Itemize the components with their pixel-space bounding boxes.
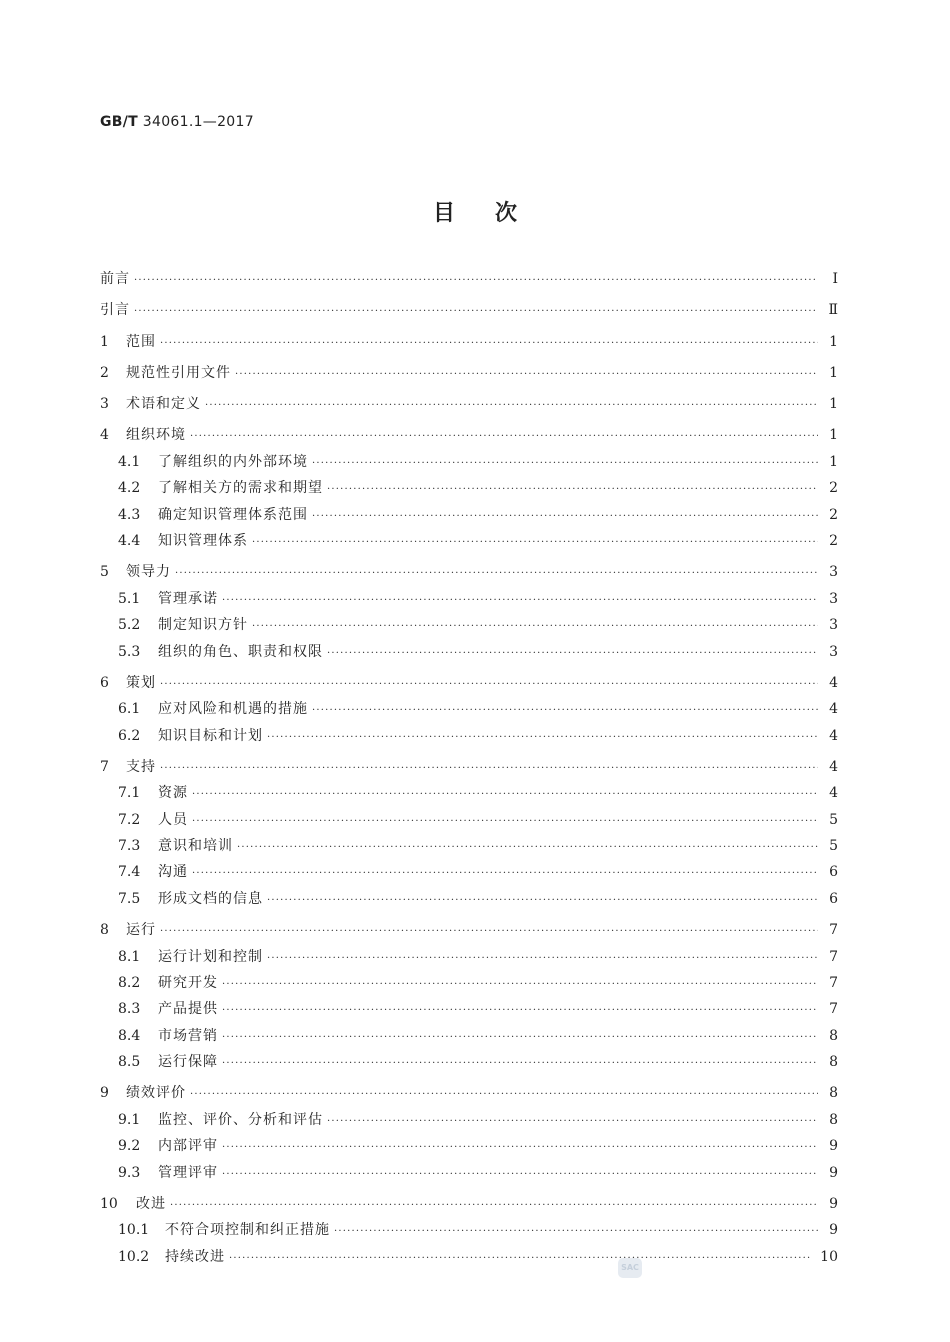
toc-entry-page: 2 xyxy=(829,533,838,550)
toc-entry-label: 监控、评价、分析和评估 xyxy=(158,1111,323,1128)
toc-entry-number: 7.5 xyxy=(118,890,141,907)
toc-entry-label: 知识管理体系 xyxy=(158,533,248,550)
toc-entry-page: 3 xyxy=(829,590,838,607)
toc-entry-page: 9 xyxy=(829,1138,838,1155)
toc-entry-page: 7 xyxy=(829,1001,838,1018)
toc-entry-label: 资源 xyxy=(158,785,188,802)
toc-entry-number: 10.1 xyxy=(118,1222,150,1239)
dot-leader xyxy=(235,366,818,384)
toc-entry-number: 4.2 xyxy=(118,480,141,497)
dot-leader xyxy=(267,729,818,747)
toc-entry-page: Ⅰ xyxy=(832,271,838,287)
toc-entry-number: 4.1 xyxy=(118,453,141,470)
toc-entry-number: 8.2 xyxy=(118,974,141,991)
toc-entry[interactable] xyxy=(100,700,838,720)
dot-leader xyxy=(312,702,818,720)
toc-entry-number: 9.3 xyxy=(118,1164,141,1181)
toc-entry[interactable] xyxy=(100,395,838,415)
toc-entry-page: 1 xyxy=(829,453,838,470)
toc-entry-number: 7 xyxy=(100,758,109,775)
toc-entry-number: 4 xyxy=(100,427,109,444)
toc-entry-page: 9 xyxy=(829,1164,838,1181)
toc-entry-label: 研究开发 xyxy=(158,974,218,991)
toc-entry-label: 术语和定义 xyxy=(126,396,201,413)
toc-entry-label: 运行计划和控制 xyxy=(158,948,263,965)
dot-leader xyxy=(222,1055,818,1073)
toc-entry[interactable] xyxy=(100,727,838,747)
toc-entry-number: 5.3 xyxy=(118,643,141,660)
toc-entry-label: 组织的角色、职责和权限 xyxy=(158,643,323,660)
toc-entry-label: 领导力 xyxy=(126,564,171,581)
toc-entry[interactable] xyxy=(100,1221,838,1241)
toc-entry-page: 7 xyxy=(829,922,838,939)
toc-entry[interactable] xyxy=(100,758,838,778)
toc-entry-label: 市场营销 xyxy=(158,1027,218,1044)
toc-entry-number: 8.3 xyxy=(118,1001,141,1018)
toc-entry[interactable] xyxy=(100,1137,838,1157)
dot-leader xyxy=(222,592,818,610)
toc-entry[interactable] xyxy=(100,270,838,290)
toc-entry[interactable] xyxy=(100,453,838,473)
toc-entry[interactable] xyxy=(100,1195,838,1215)
toc-entry[interactable] xyxy=(100,590,838,610)
toc-entry[interactable] xyxy=(100,301,838,321)
toc-entry-label: 规范性引用文件 xyxy=(126,364,231,381)
toc-entry[interactable] xyxy=(100,426,838,446)
toc-entry[interactable] xyxy=(100,563,838,583)
dot-leader xyxy=(134,272,818,290)
toc-entry[interactable] xyxy=(100,1000,838,1020)
toc-entry-number: 6 xyxy=(100,674,109,691)
dot-leader xyxy=(327,481,818,499)
dot-leader xyxy=(190,428,818,446)
toc-entry[interactable] xyxy=(100,1053,838,1073)
standard-number xyxy=(100,114,254,130)
toc-entry-number: 7.1 xyxy=(118,785,141,802)
toc-entry[interactable] xyxy=(100,1084,838,1104)
toc-entry[interactable] xyxy=(100,506,838,526)
toc-entry-label: 形成文档的信息 xyxy=(158,890,263,907)
toc-entry[interactable] xyxy=(100,333,838,353)
standard-code: 34061.1—2017 xyxy=(142,114,254,130)
toc-entry-page: 7 xyxy=(829,948,838,965)
toc-entry-number: 4.4 xyxy=(118,533,141,550)
standard-prefix: GB/T xyxy=(100,114,139,130)
toc-entry-page: 6 xyxy=(829,890,838,907)
toc-entry-page: 1 xyxy=(829,364,838,381)
toc-entry[interactable] xyxy=(100,674,838,694)
toc-entry-number: 7.4 xyxy=(118,864,141,881)
toc-entry-page: 9 xyxy=(829,1222,838,1239)
dot-leader xyxy=(237,839,818,857)
toc-entry-label: 了解组织的内外部环境 xyxy=(158,453,308,470)
toc-entry-label: 知识目标和计划 xyxy=(158,727,263,744)
toc-entry-page: 1 xyxy=(829,333,838,350)
toc-entry[interactable] xyxy=(100,811,838,831)
dot-leader xyxy=(160,676,818,694)
toc-entry-label: 意识和培训 xyxy=(158,838,233,855)
toc-entry-number: 8 xyxy=(100,922,109,939)
toc-entry-label: 应对风险和机遇的措施 xyxy=(158,701,308,718)
toc-entry-label: 运行保障 xyxy=(158,1054,218,1071)
toc-entry-label: 制定知识方针 xyxy=(158,617,248,634)
toc-entry[interactable] xyxy=(100,532,838,552)
toc-entry-number: 6.1 xyxy=(118,701,141,718)
toc-entry[interactable] xyxy=(100,784,838,804)
dot-leader xyxy=(222,1139,818,1157)
dot-leader xyxy=(190,1086,818,1104)
toc-entry-number: 7.2 xyxy=(118,811,141,828)
toc-entry-page: 2 xyxy=(829,480,838,497)
toc-entry[interactable] xyxy=(100,479,838,499)
toc-entry-page: 2 xyxy=(829,506,838,523)
toc-entry[interactable] xyxy=(100,863,838,883)
toc-entry-page: 9 xyxy=(829,1195,838,1212)
dot-leader xyxy=(160,923,818,941)
toc-entry-number: 5.1 xyxy=(118,590,141,607)
toc-entry-page: 8 xyxy=(829,1111,838,1128)
toc-entry[interactable] xyxy=(100,1027,838,1047)
dot-leader xyxy=(327,645,818,663)
dot-leader xyxy=(312,455,818,473)
toc-entry-label: 范围 xyxy=(126,333,156,350)
toc-entry-page: 8 xyxy=(829,1085,838,1102)
toc-entry-number: 5 xyxy=(100,564,109,581)
dot-leader xyxy=(160,335,818,353)
toc-entry-page: 6 xyxy=(829,864,838,881)
dot-leader xyxy=(192,865,818,883)
toc-entry-page: 3 xyxy=(829,617,838,634)
dot-leader xyxy=(170,1197,818,1215)
toc-entry-page: 4 xyxy=(829,701,838,718)
toc-entry-label: 沟通 xyxy=(158,864,188,881)
toc-entry-label: 持续改进 xyxy=(165,1248,225,1265)
toc-entry-number: 8.5 xyxy=(118,1054,141,1071)
toc-entry-label: 组织环境 xyxy=(126,427,186,444)
toc-entry-label: 引言 xyxy=(100,302,130,319)
toc-entry-label: 前言 xyxy=(100,271,130,287)
toc-entry[interactable] xyxy=(100,1164,838,1184)
toc-entry-number: 8.1 xyxy=(118,948,141,965)
table-of-contents xyxy=(100,270,838,1268)
toc-entry[interactable] xyxy=(100,643,838,663)
toc-entry-number: 8.4 xyxy=(118,1027,141,1044)
dot-leader xyxy=(312,508,818,526)
toc-entry-page: 8 xyxy=(829,1054,838,1071)
dot-leader xyxy=(192,786,818,804)
toc-entry-number: 10 xyxy=(100,1195,118,1212)
toc-entry-label: 改进 xyxy=(136,1195,166,1212)
dot-leader xyxy=(222,1002,818,1020)
toc-entry-number: 9.1 xyxy=(118,1111,141,1128)
toc-entry-label: 支持 xyxy=(126,758,156,775)
toc-entry-number: 7.3 xyxy=(118,838,141,855)
toc-entry-page: 5 xyxy=(829,811,838,828)
toc-entry-page: 5 xyxy=(829,838,838,855)
toc-entry-label: 了解相关方的需求和期望 xyxy=(158,480,323,497)
toc-entry-page: Ⅱ xyxy=(828,302,838,319)
dot-leader xyxy=(222,1166,818,1184)
dot-leader xyxy=(160,760,818,778)
toc-entry-label: 产品提供 xyxy=(158,1001,218,1018)
toc-entry-number: 10.2 xyxy=(118,1248,150,1265)
dot-leader xyxy=(205,397,818,415)
toc-entry-page: 8 xyxy=(829,1027,838,1044)
toc-entry-number: 1 xyxy=(100,333,109,350)
toc-entry-page: 3 xyxy=(829,643,838,660)
toc-entry-number: 5.2 xyxy=(118,617,141,634)
toc-entry-number: 4.3 xyxy=(118,506,141,523)
dot-leader xyxy=(267,950,818,968)
toc-entry-label: 绩效评价 xyxy=(126,1085,186,1102)
toc-entry[interactable] xyxy=(100,890,838,910)
toc-entry-label: 管理承诺 xyxy=(158,590,218,607)
dot-leader xyxy=(327,1113,818,1131)
toc-entry[interactable] xyxy=(100,364,838,384)
toc-entry-label: 不符合项控制和纠正措施 xyxy=(165,1222,330,1239)
toc-entry-number: 6.2 xyxy=(118,727,141,744)
toc-entry-page: 4 xyxy=(829,758,838,775)
toc-entry-page: 1 xyxy=(829,427,838,444)
toc-entry-label: 运行 xyxy=(126,922,156,939)
toc-entry-page: 10 xyxy=(820,1248,838,1265)
dot-leader xyxy=(252,618,818,636)
toc-entry[interactable] xyxy=(100,837,838,857)
toc-entry-number: 9.2 xyxy=(118,1138,141,1155)
dot-leader xyxy=(222,1029,818,1047)
dot-leader xyxy=(252,534,818,552)
dot-leader xyxy=(267,892,818,910)
dot-leader xyxy=(134,303,818,321)
toc-entry-page: 1 xyxy=(829,396,838,413)
toc-entry-number: 3 xyxy=(100,396,109,413)
toc-entry-label: 内部评审 xyxy=(158,1138,218,1155)
toc-entry-page: 3 xyxy=(829,564,838,581)
toc-entry[interactable] xyxy=(100,1248,838,1268)
toc-entry[interactable] xyxy=(100,921,838,941)
toc-entry-label: 策划 xyxy=(126,674,156,691)
toc-entry-page: 7 xyxy=(829,974,838,991)
toc-entry-label: 确定知识管理体系范围 xyxy=(158,506,308,523)
page-title: 目次 xyxy=(432,201,557,226)
toc-entry[interactable] xyxy=(100,974,838,994)
toc-entry-page: 4 xyxy=(829,785,838,802)
dot-leader xyxy=(175,565,818,583)
toc-entry-label: 人员 xyxy=(158,811,188,828)
toc-entry-page: 4 xyxy=(829,727,838,744)
toc-entry-label: 管理评审 xyxy=(158,1164,218,1181)
toc-entry-number: 2 xyxy=(100,364,109,381)
sac-logo-watermark: SAC xyxy=(618,1258,642,1278)
toc-entry[interactable] xyxy=(100,1111,838,1131)
dot-leader xyxy=(192,813,818,831)
dot-leader xyxy=(222,976,818,994)
toc-entry-page: 4 xyxy=(829,674,838,691)
dot-leader xyxy=(229,1250,812,1268)
dot-leader xyxy=(334,1223,818,1241)
toc-entry[interactable] xyxy=(100,948,838,968)
toc-entry-number: 9 xyxy=(100,1085,109,1102)
toc-entry[interactable] xyxy=(100,616,838,636)
